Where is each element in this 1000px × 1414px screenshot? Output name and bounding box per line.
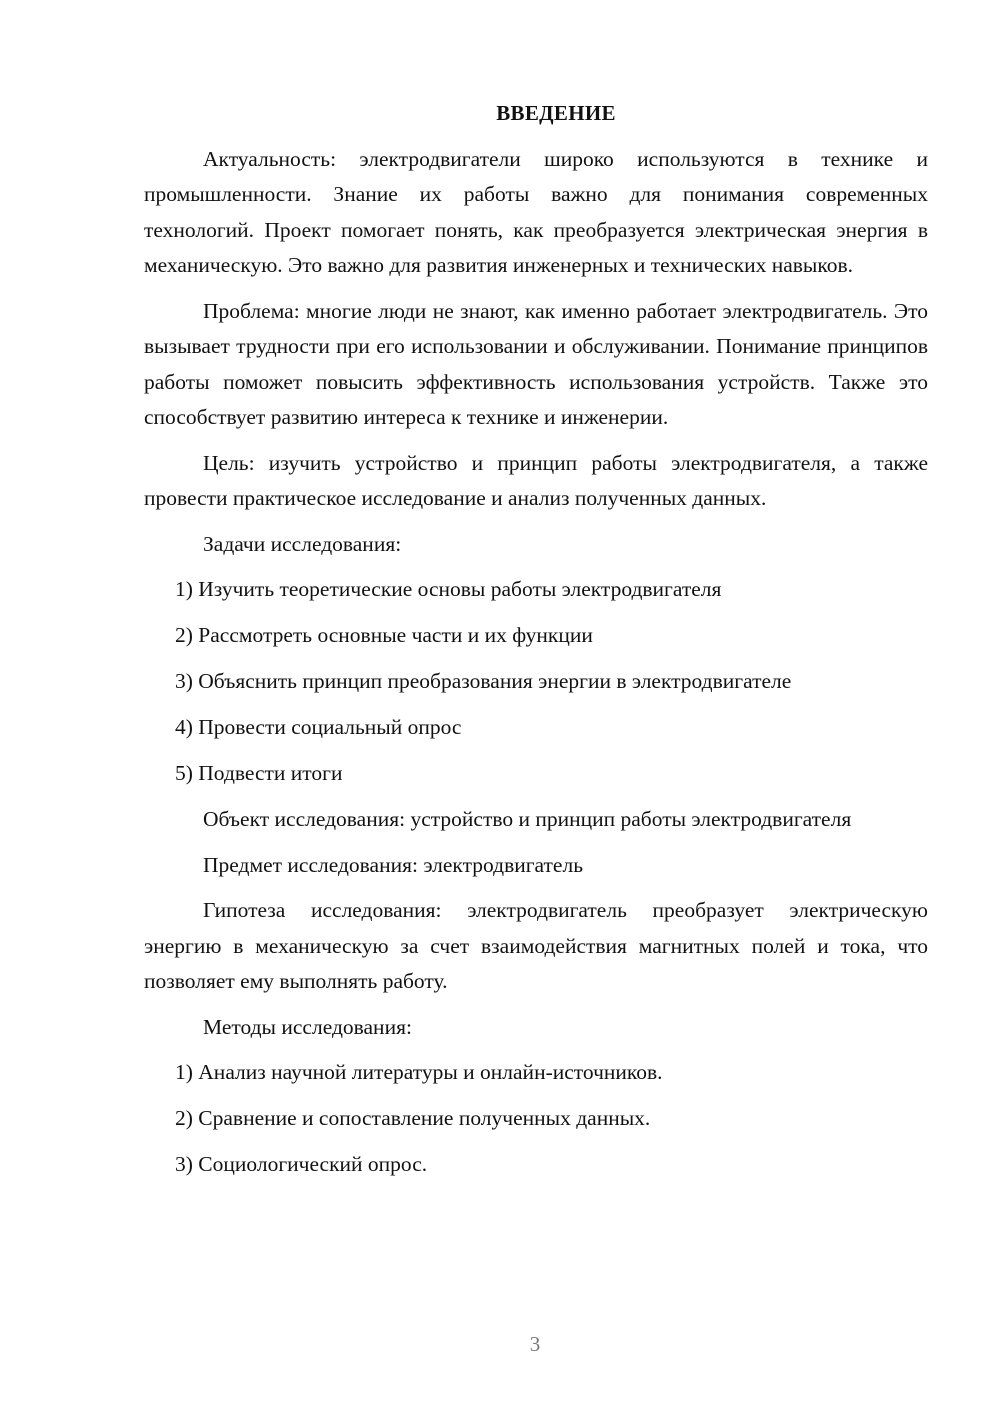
tasks-heading: Задачи исследования:	[203, 531, 402, 556]
methods-list	[144, 1055, 928, 1183]
list-item: 5) Подвести итоги	[175, 761, 343, 785]
list-item: 1) Изучить теоретические основы работы электродвигателя	[175, 577, 722, 601]
page-number: 3	[529, 1332, 541, 1356]
list-item: 4) Провести социальный опрос	[175, 715, 462, 739]
hypothesis-paragraph: Гипотеза исследования: электродвигатель преобразует электрическую энергию в механическую за счет взаимодействия магнитных полей и тока, что позволяет ему выполнять работу.	[144, 898, 928, 993]
methods-heading: Методы исследования:	[203, 1014, 412, 1039]
tasks-list	[144, 572, 928, 792]
page-content	[144, 96, 928, 1193]
list-item: 1) Анализ научной литературы и онлайн-источников.	[175, 1060, 663, 1084]
section-title: ВВЕДЕНИЕ	[496, 101, 616, 125]
list-item: 3) Объяснить принцип преобразования энергии в электродвигателе	[175, 669, 792, 693]
list-item: 3) Социологический опрос.	[175, 1152, 428, 1176]
problem-paragraph: Проблема: многие люди не знают, как именно работает электродвигатель. Это вызывает трудности при его использовании и обслуживании. Понимание принципов работы поможет повысить эффективность использования устройств. Также это способствует развитию интереса к технике и инженерии.	[144, 298, 928, 429]
object-paragraph: Объект исследования: устройство и принцип работы электродвигателя	[203, 807, 852, 831]
goal-paragraph: Цель: изучить устройство и принцип работы электродвигателя, а также провести практическое исследование и анализ полученных данных.	[144, 450, 928, 510]
list-item: 2) Сравнение и сопоставление полученных данных.	[175, 1106, 651, 1130]
subject-paragraph: Предмет исследования: электродвигатель	[203, 852, 584, 877]
relevance-paragraph: Актуальность: электродвигатели широко используются в технике и промышленности. Знание их работы важно для понимания современных технологий. Проект помогает понять, как преобразуется электрическая энергия в механическую. Это важно для развития инженерных и технических навыков.	[144, 146, 928, 277]
list-item: 2) Рассмотреть основные части и их функции	[175, 623, 593, 647]
